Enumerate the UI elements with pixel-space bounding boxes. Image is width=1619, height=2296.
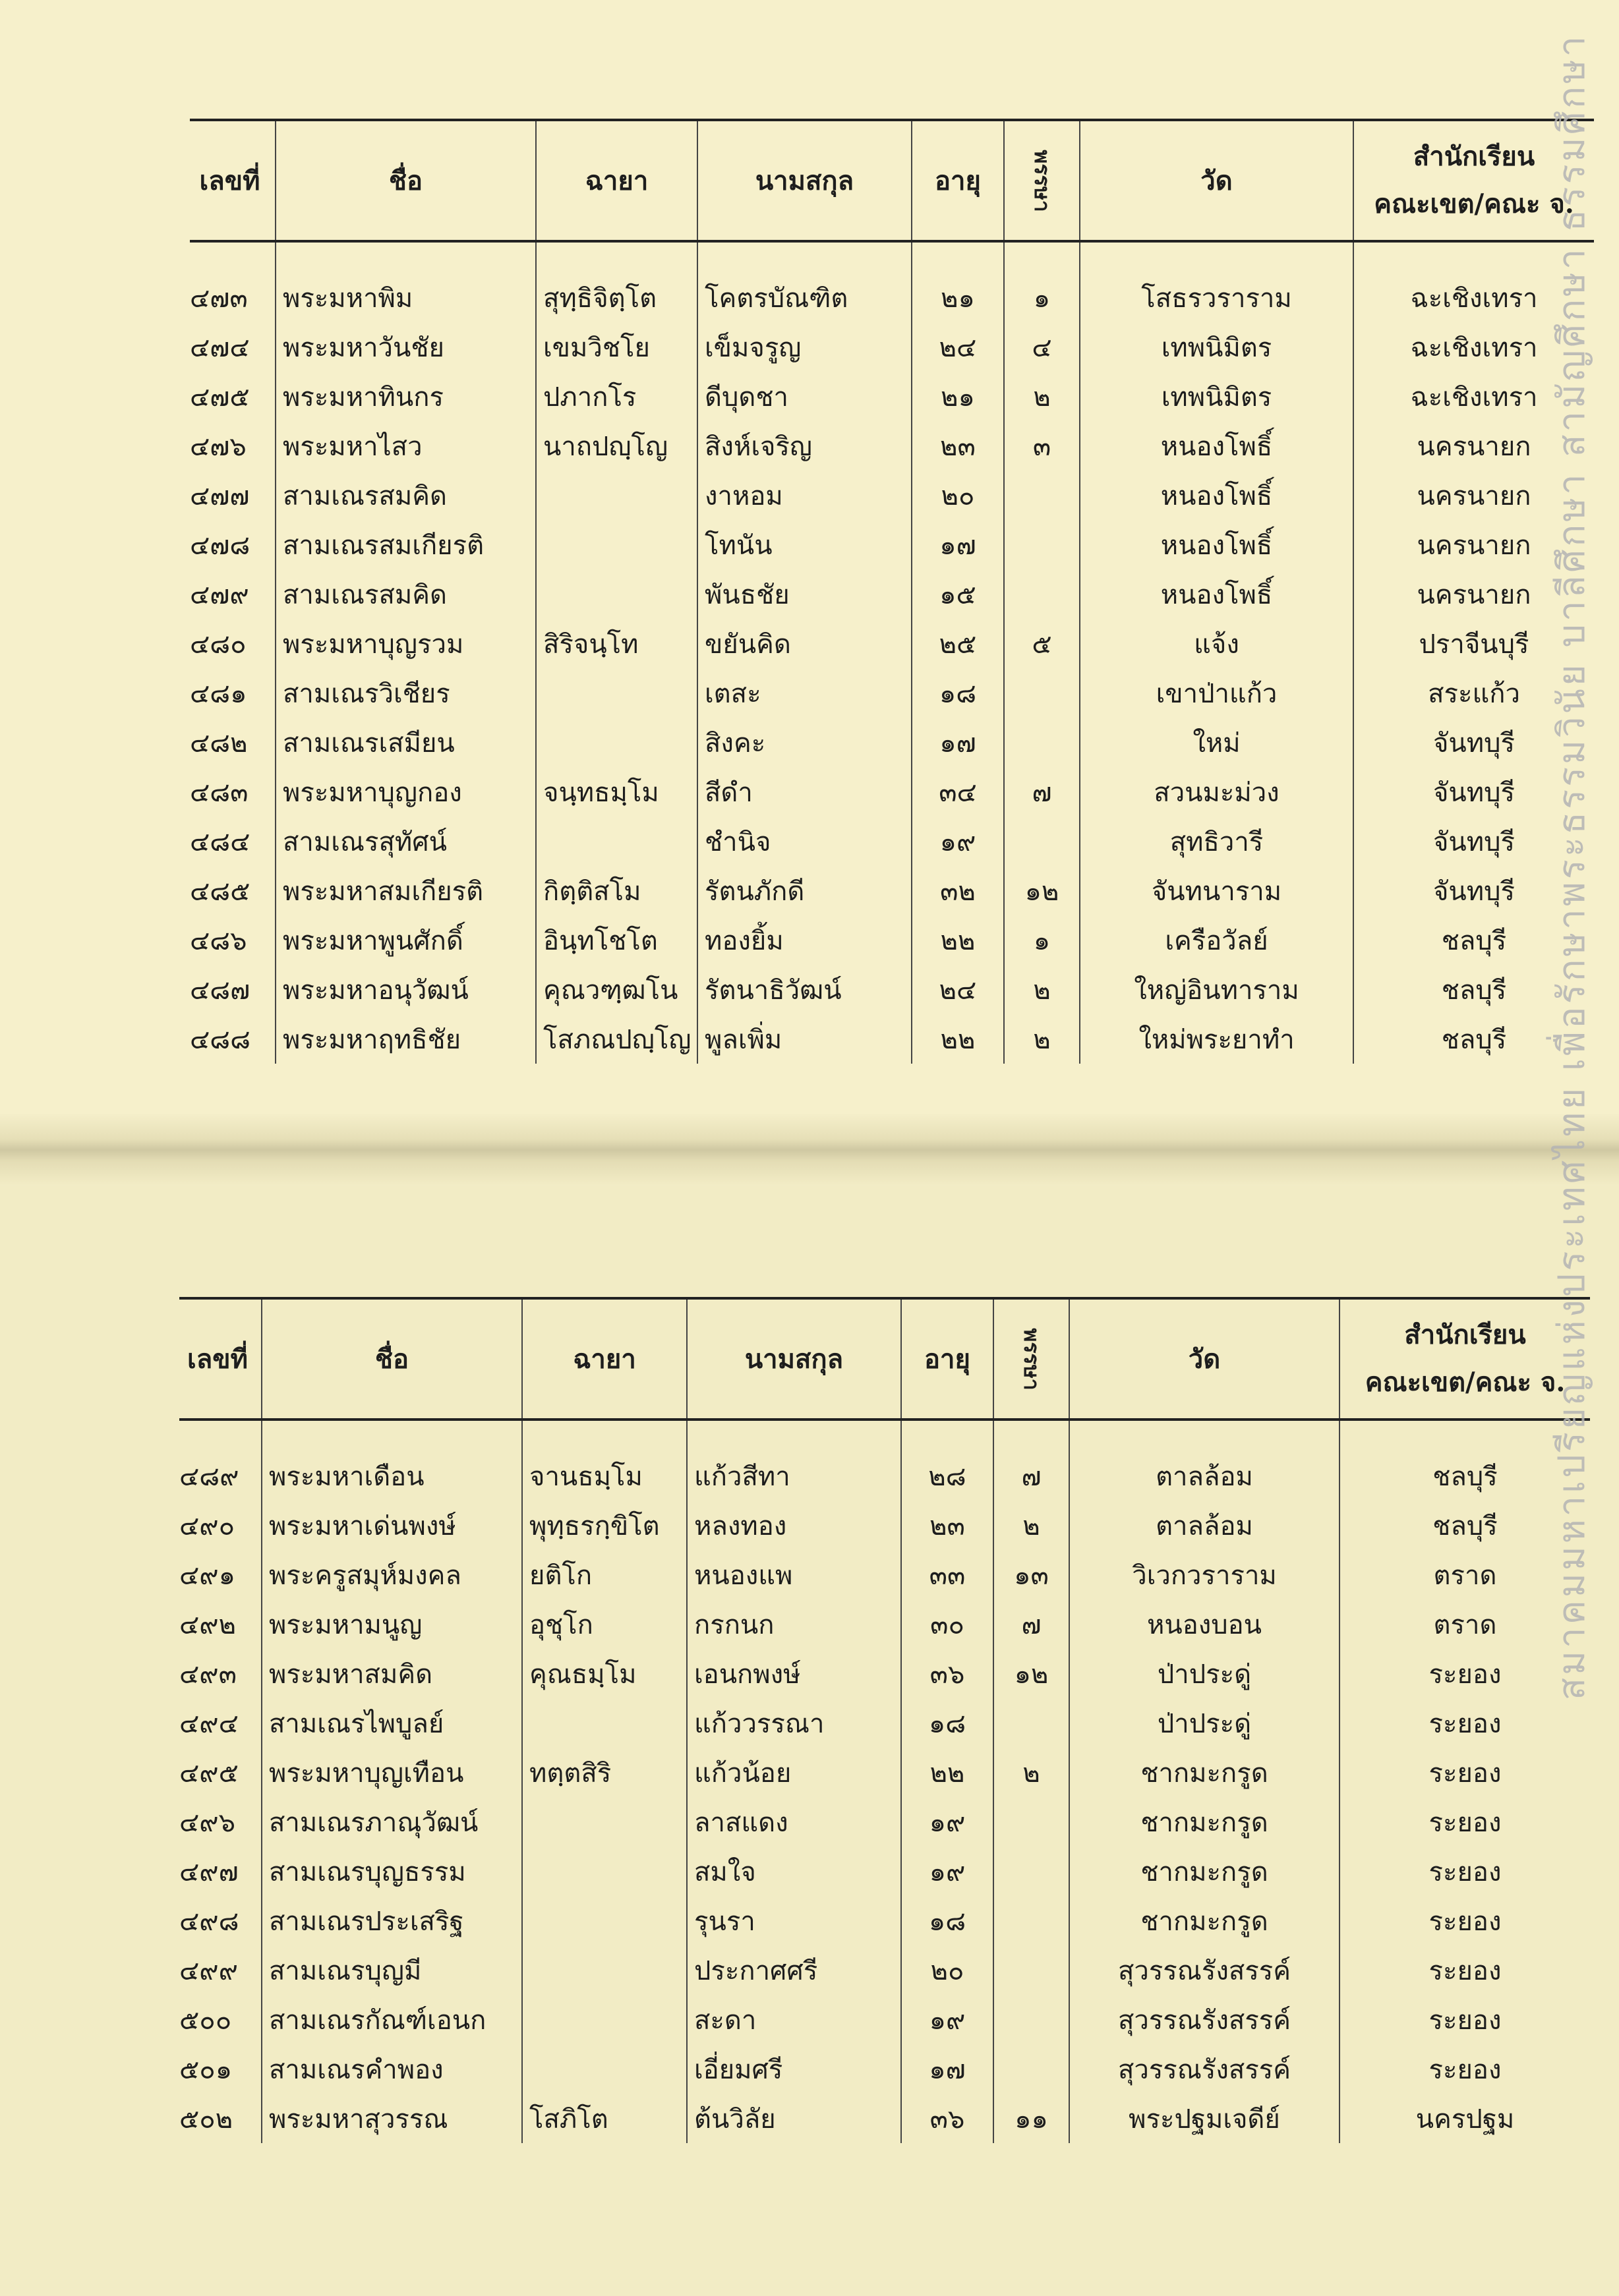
table-row	[179, 1896, 1590, 1945]
surname-cell: ลาสแดง	[687, 1797, 901, 1847]
monk-name-cell: พระมหาไสว	[276, 421, 536, 471]
row-number-cell: ๔๘๖	[190, 925, 247, 956]
table-row	[179, 1748, 1590, 1797]
vassa-years-cell: ๓	[1004, 421, 1080, 471]
header-number: เลขที่	[179, 1298, 262, 1420]
ordination-name-cell: ยติโก	[522, 1550, 687, 1599]
school-office-cell: ระยอง	[1339, 1649, 1590, 1698]
header-row	[179, 1298, 1590, 1420]
ordination-name-cell	[522, 1995, 687, 2044]
vassa-years-cell	[993, 1847, 1069, 1896]
surname-cell: หนองแพ	[687, 1550, 901, 1599]
vassa-years-cell: ๑	[1004, 241, 1080, 322]
monk-name-cell: พระมหามนูญ	[262, 1599, 522, 1649]
header-number: เลขที่	[190, 120, 276, 241]
age-cell: ๒๕	[912, 619, 1004, 668]
monk-name-cell: สามเณรกัณฑ์เอนก	[262, 1995, 522, 2044]
age-cell: ๓๖	[901, 1649, 993, 1698]
table-row	[179, 1698, 1590, 1748]
school-office-cell: สระแก้ว	[1353, 668, 1594, 718]
ordination-name-cell: จนฺทธมฺโม	[536, 767, 697, 817]
monk-name-cell: สามเณรภาณุวัฒน์	[262, 1797, 522, 1847]
surname-cell: เตสะ	[697, 668, 912, 718]
school-office-cell: นครปฐม	[1339, 2094, 1590, 2143]
table-row	[190, 322, 1594, 372]
school-office-cell: นครนายก	[1353, 520, 1594, 569]
row-number-cell: ๔๙๕	[179, 1758, 239, 1789]
ordination-name-cell: นาถปญฺโญ	[536, 421, 697, 471]
row-number-cell: ๔๙๖	[179, 1807, 235, 1838]
monk-name-cell: สามเณรสมคิด	[276, 569, 536, 619]
temple-cell: สุวรรณรังสรรค์	[1069, 2044, 1339, 2094]
watermark-text: สมาคมมหาเปรียญแห่งประเทศไทย เพื่อรักษาพระธรรมวินัย บาลีศึกษา สามัญศึกษา ธรรมศึกษา	[1550, 33, 1593, 1700]
table-row	[190, 372, 1594, 421]
monk-name-cell: สามเณรบุญธรรม	[262, 1847, 522, 1896]
monk-name-cell: พระมหาสมเกียรติ	[276, 866, 536, 915]
school-office-cell: ฉะเชิงเทรา	[1353, 372, 1594, 421]
temple-cell: ใหม่พระยาทำ	[1080, 1014, 1353, 1064]
temple-cell: แจ้ง	[1080, 619, 1353, 668]
surname-cell: สิงห์เจริญ	[697, 421, 912, 471]
age-cell: ๑๗	[912, 718, 1004, 767]
surname-cell: เอนกพงษ์	[687, 1649, 901, 1698]
vassa-years-cell	[1004, 718, 1080, 767]
school-office-cell: นครนายก	[1353, 471, 1594, 520]
vassa-years-cell: ๗	[993, 1420, 1069, 1501]
school-office-cell: ชลบุรี	[1353, 1014, 1594, 1064]
surname-cell: พันธชัย	[697, 569, 912, 619]
header-surname: นามสกุล	[687, 1298, 901, 1420]
monk-name-cell: พระมหาพูนศักดิ์	[276, 915, 536, 965]
temple-cell: เทพนิมิตร	[1080, 322, 1353, 372]
age-cell: ๑๘	[901, 1698, 993, 1748]
row-number-cell: ๕๐๐	[179, 2005, 232, 2036]
school-office-cell: ระยอง	[1339, 1945, 1590, 1995]
school-office-cell: ชลบุรี	[1353, 915, 1594, 965]
vassa-years-cell: ๒	[993, 1501, 1069, 1550]
school-office-cell: นครนายก	[1353, 421, 1594, 471]
surname-cell: ชำนิจ	[697, 817, 912, 866]
vassa-years-cell: ๒	[1004, 372, 1080, 421]
ordination-name-cell: สุทฺธิจิตฺโต	[536, 241, 697, 322]
ordination-name-cell	[536, 718, 697, 767]
school-office-cell: ชลบุรี	[1353, 965, 1594, 1014]
row-number-cell: ๔๘๒	[190, 728, 248, 759]
age-cell: ๒๒	[901, 1748, 993, 1797]
monk-name-cell: พระมหาสมคิด	[262, 1649, 522, 1698]
monk-name-cell: สามเณรวิเชียร	[276, 668, 536, 718]
monk-name-cell: สามเณรประเสริฐ	[262, 1896, 522, 1945]
temple-cell: เครือวัลย์	[1080, 915, 1353, 965]
age-cell: ๑๗	[901, 2044, 993, 2094]
row-number-cell: ๔๙๓	[179, 1659, 237, 1690]
surname-cell: สีดำ	[697, 767, 912, 817]
ordination-name-cell: อินฺทโชโต	[536, 915, 697, 965]
row-number-cell: ๔๘๘	[190, 1024, 250, 1055]
table-row	[190, 915, 1594, 965]
temple-cell: ตาลล้อม	[1069, 1420, 1339, 1501]
vassa-years-cell: ๒	[993, 1748, 1069, 1797]
table-row	[190, 668, 1594, 718]
ordination-name-cell	[536, 569, 697, 619]
surname-cell: โทนัน	[697, 520, 912, 569]
header-name: ชื่อ	[276, 120, 536, 241]
monk-name-cell: สามเณรสมเกียรติ	[276, 520, 536, 569]
vassa-years-cell: ๔	[1004, 322, 1080, 372]
surname-cell: รัตนาธิวัฒน์	[697, 965, 912, 1014]
vassa-years-cell	[993, 1797, 1069, 1847]
ordination-name-cell	[536, 471, 697, 520]
vassa-years-cell	[993, 1896, 1069, 1945]
table-row	[179, 2044, 1590, 2094]
vassa-years-cell	[1004, 471, 1080, 520]
vassa-years-cell	[993, 2044, 1069, 2094]
ordination-name-cell: โสภณปญฺโญ	[536, 1014, 697, 1064]
header-row	[190, 120, 1594, 241]
vassa-years-cell	[1004, 569, 1080, 619]
temple-cell: โสธรวราราม	[1080, 241, 1353, 322]
age-cell: ๒๘	[901, 1420, 993, 1501]
table-row	[190, 471, 1594, 520]
surname-cell: พูลเพิ่ม	[697, 1014, 912, 1064]
row-number-cell: ๔๙๘	[179, 1906, 239, 1937]
row-number-cell: ๔๗๔	[190, 332, 250, 363]
vassa-years-cell	[993, 1698, 1069, 1748]
table-row	[190, 817, 1594, 866]
vassa-years-cell: ๑	[1004, 915, 1080, 965]
table-row	[190, 569, 1594, 619]
monk-name-cell: สามเณรสมคิด	[276, 471, 536, 520]
school-office-cell: ตราด	[1339, 1599, 1590, 1649]
table-row	[179, 1501, 1590, 1550]
header-office-line1: สำนักเรียน	[1413, 141, 1535, 172]
temple-cell: หนองโพธิ์	[1080, 569, 1353, 619]
row-number-cell: ๔๘๔	[190, 826, 250, 857]
vassa-years-cell: ๗	[1004, 767, 1080, 817]
ordination-name-cell	[522, 1698, 687, 1748]
school-office-cell: ระยอง	[1339, 1797, 1590, 1847]
monk-name-cell: พระมหาฤทธิชัย	[276, 1014, 536, 1064]
row-number-cell: ๔๘๑	[190, 678, 247, 709]
surname-cell: รุนรา	[687, 1896, 901, 1945]
monk-name-cell: พระมหาพิม	[276, 241, 536, 322]
age-cell: ๓๔	[912, 767, 1004, 817]
monk-name-cell: พระมหาเดือน	[262, 1420, 522, 1501]
age-cell: ๑๙	[912, 817, 1004, 866]
temple-cell: ชากมะกรูด	[1069, 1847, 1339, 1896]
row-number-cell: ๔๘๗	[190, 975, 250, 1006]
header-surname: นามสกุล	[697, 120, 912, 241]
row-number-cell: ๔๗๓	[190, 283, 248, 314]
row-number-cell: ๕๐๑	[179, 2054, 233, 2085]
row-number-cell: ๔๘๕	[190, 876, 250, 907]
row-number-cell: ๔๘๐	[190, 629, 247, 660]
ordination-name-cell: อุชุโก	[522, 1599, 687, 1649]
ordination-name-cell: ทตฺตสิริ	[522, 1748, 687, 1797]
ordination-name-cell	[522, 1945, 687, 1995]
age-cell: ๒๓	[901, 1501, 993, 1550]
roster-table-top	[190, 119, 1594, 1064]
surname-cell: ทองยิ้ม	[697, 915, 912, 965]
vassa-years-cell: ๒	[1004, 1014, 1080, 1064]
header-age: อายุ	[912, 120, 1004, 241]
ordination-name-cell: โสภิโต	[522, 2094, 687, 2143]
ordination-name-cell	[522, 2044, 687, 2094]
school-office-cell: จันทบุรี	[1353, 718, 1594, 767]
vassa-years-cell	[1004, 520, 1080, 569]
row-number-cell: ๔๗๗	[190, 480, 250, 511]
table-row	[179, 1550, 1590, 1599]
school-office-cell: ชลบุรี	[1339, 1420, 1590, 1501]
temple-cell: ชากมะกรูด	[1069, 1748, 1339, 1797]
temple-cell: ตาลล้อม	[1069, 1501, 1339, 1550]
vassa-years-cell: ๒	[1004, 965, 1080, 1014]
roster-table-bottom	[179, 1297, 1590, 2143]
ordination-name-cell: กิตฺติสโม	[536, 866, 697, 915]
ordination-name-cell	[522, 1847, 687, 1896]
header-name: ชื่อ	[262, 1298, 522, 1420]
vassa-years-cell: ๑๓	[993, 1550, 1069, 1599]
temple-cell: หนองโพธิ์	[1080, 421, 1353, 471]
ordination-name-cell: พุทฺธรกฺขิโต	[522, 1501, 687, 1550]
table-row	[190, 619, 1594, 668]
row-number-cell: ๕๐๒	[179, 2104, 233, 2135]
table-row	[190, 520, 1594, 569]
surname-cell: เข็มจรูญ	[697, 322, 912, 372]
age-cell: ๒๒	[912, 1014, 1004, 1064]
ordination-name-cell: เขมวิชโย	[536, 322, 697, 372]
vassa-years-cell: ๕	[1004, 619, 1080, 668]
table-row	[190, 241, 1594, 322]
ordination-name-cell: สิริจนฺโท	[536, 619, 697, 668]
vassa-years-cell	[993, 1995, 1069, 2044]
table-row	[179, 1945, 1590, 1995]
temple-cell: ชากมะกรูด	[1069, 1797, 1339, 1847]
temple-cell: พระปฐมเจดีย์	[1069, 2094, 1339, 2143]
row-number-cell: ๔๗๕	[190, 382, 250, 413]
age-cell: ๒๐	[901, 1945, 993, 1995]
surname-cell: สะดา	[687, 1995, 901, 2044]
surname-cell: งาหอม	[697, 471, 912, 520]
age-cell: ๓๒	[912, 866, 1004, 915]
surname-cell: สมใจ	[687, 1847, 901, 1896]
surname-cell: แก้ววรรณา	[687, 1698, 901, 1748]
age-cell: ๒๔	[912, 322, 1004, 372]
school-office-cell: ระยอง	[1339, 1995, 1590, 2044]
age-cell: ๑๙	[901, 1797, 993, 1847]
table-row	[190, 866, 1594, 915]
row-number-cell: ๔๙๙	[179, 1955, 238, 1986]
temple-cell: วิเวกวราราม	[1069, 1550, 1339, 1599]
surname-cell: ต้นวิลัย	[687, 2094, 901, 2143]
school-office-cell: ปราจีนบุรี	[1353, 619, 1594, 668]
row-number-cell: ๔๗๖	[190, 431, 247, 462]
page-fold	[0, 1114, 1619, 1186]
table-row	[190, 965, 1594, 1014]
age-cell: ๓๓	[901, 1550, 993, 1599]
temple-cell: ใหญ่อินทาราม	[1080, 965, 1353, 1014]
monk-name-cell: พระมหาสุวรรณ	[262, 2094, 522, 2143]
row-number-cell: ๔๘๙	[179, 1461, 239, 1492]
monk-name-cell: พระมหาเด่นพงษ์	[262, 1501, 522, 1550]
age-cell: ๑๘	[901, 1896, 993, 1945]
vassa-years-cell	[1004, 668, 1080, 718]
school-office-cell: ระยอง	[1339, 1748, 1590, 1797]
surname-cell: สิงคะ	[697, 718, 912, 767]
ordination-name-cell: คุณธมฺโม	[522, 1649, 687, 1698]
school-office-cell: จันทบุรี	[1353, 866, 1594, 915]
age-cell: ๒๑	[912, 372, 1004, 421]
vassa-years-cell	[993, 1945, 1069, 1995]
monk-name-cell: พระมหาทินกร	[276, 372, 536, 421]
vassa-years-cell: ๗	[993, 1599, 1069, 1649]
row-number-cell: ๔๙๐	[179, 1510, 235, 1541]
row-number-cell: ๔๙๗	[179, 1856, 239, 1887]
monk-name-cell: พระครูสมุห์มงคล	[262, 1550, 522, 1599]
surname-cell: แก้วน้อย	[687, 1748, 901, 1797]
monk-name-cell: สามเณรสุทัศน์	[276, 817, 536, 866]
table-row	[179, 1995, 1590, 2044]
age-cell: ๓๖	[901, 2094, 993, 2143]
header-office-line2: คณะเขต/คณะ จ.	[1365, 1367, 1566, 1398]
school-office-cell: ฉะเชิงเทรา	[1353, 241, 1594, 322]
row-number-cell: ๔๙๔	[179, 1708, 239, 1739]
temple-cell: หนองโพธิ์	[1080, 520, 1353, 569]
header-chaya: ฉายา	[522, 1298, 687, 1420]
surname-cell: เอี่ยมศรี	[687, 2044, 901, 2094]
age-cell: ๒๒	[912, 915, 1004, 965]
school-office-cell: ระยอง	[1339, 2044, 1590, 2094]
temple-cell: สวนมะม่วง	[1080, 767, 1353, 817]
temple-cell: สุทธิวารี	[1080, 817, 1353, 866]
monk-name-cell: พระมหาบุญเทือน	[262, 1748, 522, 1797]
row-number-cell: ๔๙๒	[179, 1609, 236, 1640]
temple-cell: ป่าประดู่	[1069, 1649, 1339, 1698]
temple-cell: ป่าประดู่	[1069, 1698, 1339, 1748]
header-wat: วัด	[1080, 120, 1353, 241]
header-years: พรรษา	[1004, 120, 1080, 241]
table-row	[190, 767, 1594, 817]
row-number-cell: ๔๘๓	[190, 777, 249, 808]
age-cell: ๒๓	[912, 421, 1004, 471]
temple-cell: จันทนาราม	[1080, 866, 1353, 915]
temple-cell: ชากมะกรูด	[1069, 1896, 1339, 1945]
monk-name-cell: พระมหาบุญรวม	[276, 619, 536, 668]
table-row	[190, 1014, 1594, 1064]
surname-cell: หลงทอง	[687, 1501, 901, 1550]
temple-cell: เทพนิมิตร	[1080, 372, 1353, 421]
header-office-line1: สำนักเรียน	[1404, 1319, 1526, 1350]
temple-cell: เขาป่าแก้ว	[1080, 668, 1353, 718]
monk-name-cell: สามเณรเสมียน	[276, 718, 536, 767]
ordination-name-cell: จานธมฺโม	[522, 1420, 687, 1501]
school-office-cell: จันทบุรี	[1353, 817, 1594, 866]
surname-cell: ประกาศศรี	[687, 1945, 901, 1995]
surname-cell: ขยันคิด	[697, 619, 912, 668]
school-office-cell: ระยอง	[1339, 1847, 1590, 1896]
ordination-name-cell	[536, 520, 697, 569]
row-number-cell: ๔๗๘	[190, 530, 250, 561]
monk-name-cell: สามเณรคำพอง	[262, 2044, 522, 2094]
surname-cell: รัตนภักดี	[697, 866, 912, 915]
surname-cell: ดีบุดชา	[697, 372, 912, 421]
table-row	[179, 2094, 1590, 2143]
header-years: พรรษา	[993, 1298, 1069, 1420]
age-cell: ๑๙	[901, 1847, 993, 1896]
ordination-name-cell	[536, 668, 697, 718]
age-cell: ๒๔	[912, 965, 1004, 1014]
header-office-line2: คณะเขต/คณะ จ.	[1374, 188, 1574, 219]
monk-name-cell: สามเณรบุญมี	[262, 1945, 522, 1995]
school-office-cell: จันทบุรี	[1353, 767, 1594, 817]
table-row	[190, 718, 1594, 767]
table-row	[179, 1599, 1590, 1649]
table-row	[179, 1649, 1590, 1698]
temple-cell: สุวรรณรังสรรค์	[1069, 1945, 1339, 1995]
table-row	[179, 1847, 1590, 1896]
table-row	[190, 421, 1594, 471]
vassa-years-cell: ๑๒	[993, 1649, 1069, 1698]
surname-cell: โคตรบัณฑิต	[697, 241, 912, 322]
row-number-cell: ๔๙๑	[179, 1560, 235, 1591]
age-cell: ๑๗	[912, 520, 1004, 569]
ordination-name-cell	[536, 817, 697, 866]
school-office-cell: นครนายก	[1353, 569, 1594, 619]
header-wat: วัด	[1069, 1298, 1339, 1420]
age-cell: ๒๑	[912, 241, 1004, 322]
age-cell: ๑๕	[912, 569, 1004, 619]
surname-cell: แก้วสีทา	[687, 1420, 901, 1501]
monk-name-cell: พระมหาวันชัย	[276, 322, 536, 372]
school-office-cell: ระยอง	[1339, 1896, 1590, 1945]
school-office-cell: ฉะเชิงเทรา	[1353, 322, 1594, 372]
monk-name-cell: สามเณรไพบูลย์	[262, 1698, 522, 1748]
header-age: อายุ	[901, 1298, 993, 1420]
surname-cell: กรกนก	[687, 1599, 901, 1649]
ordination-name-cell	[522, 1797, 687, 1847]
ordination-name-cell	[522, 1896, 687, 1945]
age-cell: ๑๘	[912, 668, 1004, 718]
age-cell: ๑๙	[901, 1995, 993, 2044]
school-office-cell: ชลบุรี	[1339, 1501, 1590, 1550]
temple-cell: สุวรรณรังสรรค์	[1069, 1995, 1339, 2044]
age-cell: ๓๐	[901, 1599, 993, 1649]
vassa-years-cell: ๑๑	[993, 2094, 1069, 2143]
header-chaya: ฉายา	[536, 120, 697, 241]
row-number-cell: ๔๗๙	[190, 579, 249, 610]
temple-cell: หนองบอน	[1069, 1599, 1339, 1649]
table-row	[179, 1797, 1590, 1847]
school-office-cell: ตราด	[1339, 1550, 1590, 1599]
monk-name-cell: พระมหาอนุวัฒน์	[276, 965, 536, 1014]
table-row	[179, 1420, 1590, 1501]
temple-cell: ใหม่	[1080, 718, 1353, 767]
ordination-name-cell: ปภากโร	[536, 372, 697, 421]
school-office-cell: ระยอง	[1339, 1698, 1590, 1748]
vassa-years-cell: ๑๒	[1004, 866, 1080, 915]
age-cell: ๒๐	[912, 471, 1004, 520]
vassa-years-cell	[1004, 817, 1080, 866]
temple-cell: หนองโพธิ์	[1080, 471, 1353, 520]
monk-name-cell: พระมหาบุญกอง	[276, 767, 536, 817]
ordination-name-cell: คุณวฑฺฒโน	[536, 965, 697, 1014]
